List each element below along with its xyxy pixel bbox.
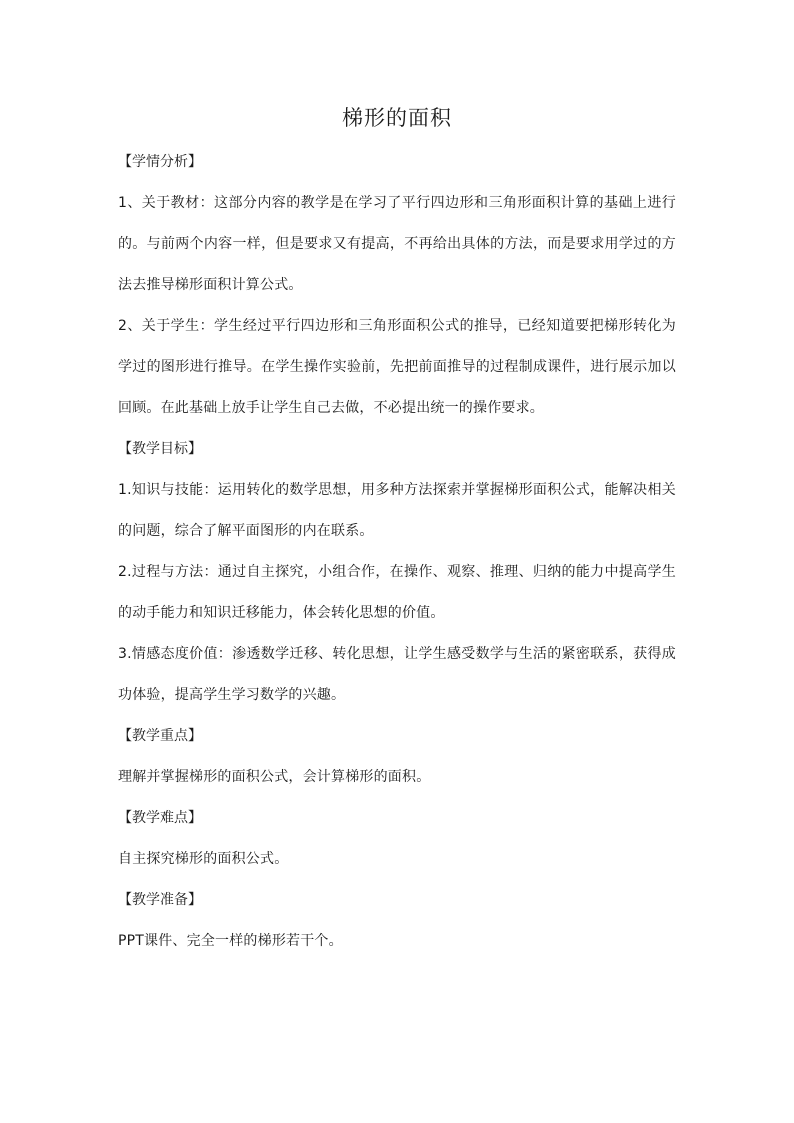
section-key-points bbox=[118, 716, 676, 798]
paragraph: PPT课件、完全一样的梯形若干个。 bbox=[118, 933, 343, 949]
paragraph: 自主探究梯形的面积公式。 bbox=[118, 851, 289, 867]
section-teaching-goals bbox=[118, 429, 676, 716]
section-difficulties bbox=[118, 798, 676, 880]
section-preparation bbox=[118, 880, 676, 962]
section-heading: 【教学准备】 bbox=[118, 892, 202, 908]
paragraph: 理解并掌握梯形的面积公式，会计算梯形的面积。 bbox=[118, 769, 431, 785]
section-learning-analysis bbox=[118, 142, 676, 429]
paragraph: 2.过程与方法：通过自主探究，小组合作，在操作、观察、推理、归纳的能力中提高学生的动手能力和知识迁移能力，体会转化思想的价值。 bbox=[118, 564, 676, 621]
section-heading: 【教学目标】 bbox=[118, 441, 202, 457]
paragraph: 3.情感态度价值：渗透数学迁移、转化思想，让学生感受数学与生活的紧密联系，获得成功体验，提高学生学习数学的兴趣。 bbox=[118, 646, 676, 703]
section-heading: 【教学重点】 bbox=[118, 728, 202, 744]
paragraph: 1、关于教材：这部分内容的教学是在学习了平行四边形和三角形面积计算的基础上进行的。与前两个内容一样，但是要求又有提高，不再给出具体的方法，而是要求用学过的方法去推导梯形面积计算公式。 bbox=[118, 195, 676, 293]
document-title: 梯形的面积 bbox=[342, 106, 452, 130]
paragraph: 2、关于学生：学生经过平行四边形和三角形面积公式的推导，已经知道要把梯形转化为学过的图形进行推导。在学生操作实验前，先把前面推导的过程制成课件，进行展示加以回顾。在此基础上放手让学生自己去做，不必提出统一的操作要求。 bbox=[118, 318, 676, 416]
paragraph: 1.知识与技能：运用转化的数学思想，用多种方法探索并掌握梯形面积公式，能解决相关的问题，综合了解平面图形的内在联系。 bbox=[118, 482, 676, 539]
section-heading: 【学情分析】 bbox=[118, 154, 202, 170]
section-heading: 【教学难点】 bbox=[118, 810, 202, 826]
document-body bbox=[118, 142, 676, 962]
